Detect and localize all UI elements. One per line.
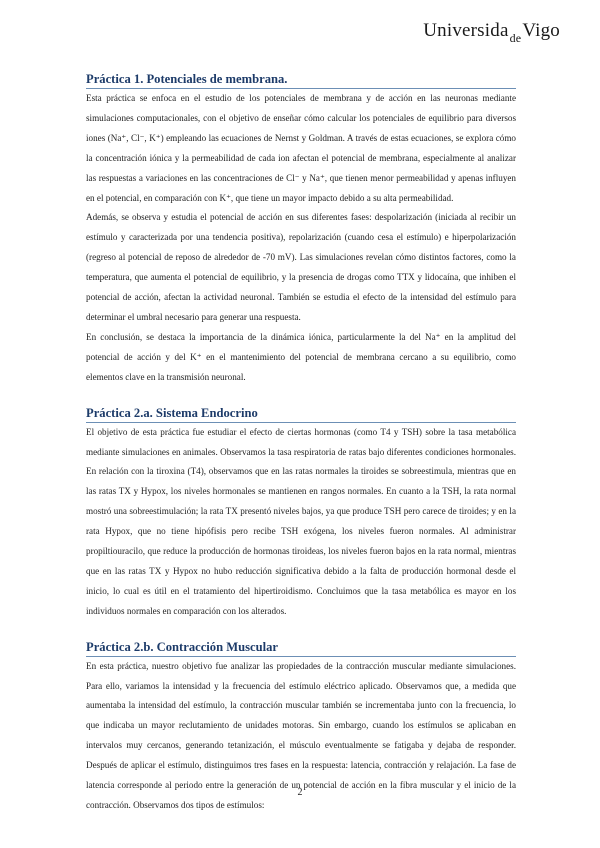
section-heading: Práctica 2.a. Sistema Endocrino — [86, 406, 516, 423]
paragraph: Esta práctica se enfoca en el estudio de los potenciales de membrana y de acción en las neuronas mediante simulaciones computacionales, con el objetivo de enseñar cómo calcular los potenciales de equilibrio para diversos iones (Na⁺, Cl⁻, K⁺) empleando las ecuaciones de Nernst y Goldman. A través de estas ecuaciones, se explora cómo la concentración iónica y la permeabilidad de cada ion afectan el potencial de membrana, especialmente al analizar las respuestas a variaciones en las concentraciones de Cl⁻ y Na⁺, que tienen menor permeabilidad y apenas influyen en el potencial, en comparación con K⁺, que tiene un mayor impacto debido a su alta permeabilidad. — [86, 93, 516, 203]
section-heading: Práctica 2.b. Contracción Muscular — [86, 640, 516, 657]
paragraph: Además, se observa y estudia el potencial de acción en sus diferentes fases: despolarización (iniciada al recibir un estímulo y caracterizada por una tendencia positiva), repolarización (cuando cesa el estímulo) e hiperpolarización (regreso al potencial de reposo de alrededor de -70 mV). Las simulaciones revelan cómo distintos factores, como la temperatura, que aumenta el potencial de equilibrio, y la presencia de drogas como TTX y lidocaína, que inhiben el potencial de acción, afectan la actividad neuronal. También se estudia el efecto de la intensidad del estímulo para determinar el umbral necesario para generar una respuesta. — [86, 212, 516, 322]
logo-text-vigo: Vigo — [522, 20, 560, 41]
page-number: 2 — [297, 787, 303, 798]
university-logo — [423, 20, 560, 45]
section-practica-1 — [86, 72, 516, 388]
paragraph: En conclusión, se destaca la importancia de la dinámica iónica, particularmente la del Na⁺ en la amplitud del potencial de acción y del K⁺ en el mantenimiento del potencial de membrana cercano a su equilibrio, como elementos clave en la transmisión neuronal. — [86, 331, 516, 382]
paragraph: En esta práctica, nuestro objetivo fue analizar las propiedades de la contracción muscular mediante simulaciones. Para ello, variamos la intensidad y la frecuencia del estímulo eléctrico aplicado. Observamos que, a medida que aumentaba la intensidad del estímulo, la contracción muscular también se incrementaba junto con la frecuencia, lo que indicaba un mayor reclutamiento de unidades motoras. Sin embargo, cuando los estímulos se aplicaban en intervalos muy cercanos, generando tetanización, el músculo eventualmente se fatigaba y dejaba de responder. Después de aplicar el estímulo, distinguimos tres fases en la respuesta: latencia, contracción y relajación. La fase de latencia corresponde al periodo entre la generación de un potencial de acción en la fibra muscular y el inicio de la contracción. Observamos dos tipos de estímulos: — [86, 660, 516, 810]
page-content — [86, 72, 516, 834]
logo-text-universida: Universida — [423, 20, 509, 41]
paragraph: El objetivo de esta práctica fue estudiar el efecto de ciertas hormonas (como T4 y TSH) sobre la tasa metabólica mediante simulaciones en animales. Observamos la tasa respiratoria de ratas bajo diferentes condiciones hormonales. En relación con la tiroxina (T4), observamos que en las ratas normales la tiroides se sobreestimula, mientras que en las ratas TX y Hypox, los niveles hormonales se mantienen en rangos normales. En cuanto a la TSH, la rata normal mostró una sobreestimulación; la rata TX presentó niveles bajos, ya que produce TSH pero carece de tiroides; y en la rata Hypox, que no tiene hipófisis pero recibe TSH exógena, los niveles fueron normales. Al administrar propiltiouracilo, que reduce la producción de hormonas tiroideas, los niveles fueron bajos en la rata normal, mientras que en las ratas TX y Hypox no hubo reducción significativa debido a la falta de producción hormonal desde el inicio, lo cual es útil en el tratamiento del hipertiroidismo. Concluimos que la tasa metabólica es mayor en los individuos normales en comparación con los alterados. — [86, 426, 516, 616]
section-practica-2a — [86, 406, 516, 622]
logo-text-de: de — [509, 31, 522, 45]
section-heading: Práctica 1. Potenciales de membrana. — [86, 72, 516, 89]
